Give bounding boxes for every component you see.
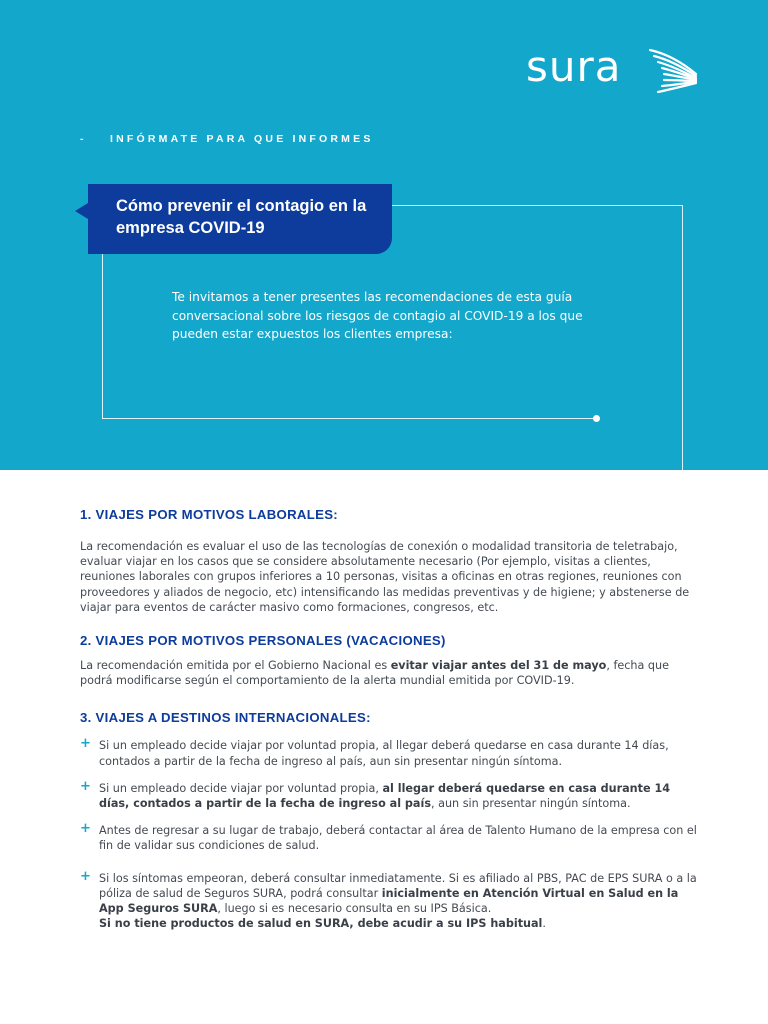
section-3-list bbox=[80, 738, 700, 931]
tagline-text: INFÓRMATE PARA QUE INFORMES bbox=[110, 133, 374, 145]
list-item bbox=[80, 823, 700, 853]
main-content bbox=[80, 507, 700, 931]
list-item bbox=[80, 778, 700, 811]
frame-bottom-line bbox=[102, 418, 596, 419]
section-2-text bbox=[80, 658, 700, 688]
bullet-text-start: Si los síntomas empeoran, deberá consultar inmediatamente. Si es afiliado al PBS, PAC de EPS SURA o a la póliza de salud de Seguros SURA, podrá consultar bbox=[99, 871, 697, 900]
intro-text: Te invitamos a tener presentes las recomendaciones de esta guía conversacional sobre los riesgos de contagio al COVID-19 a los que pueden estar expuestos los clientes empresa: bbox=[172, 290, 583, 341]
logo-wing-icon bbox=[644, 46, 700, 98]
title-pointer bbox=[75, 203, 88, 219]
section-3-title: 3. VIAJES A DESTINOS INTERNACIONALES: bbox=[80, 710, 371, 726]
bullet-text-bold: inicialmente en Atención Virtual en Salud en la App Seguros SURA bbox=[99, 886, 679, 916]
plus-icon: + bbox=[80, 821, 91, 837]
section-1-text: La recomendación es evaluar el uso de las tecnologías de conexión o modalidad transitoria de teletrabajo, evaluar viajar en los casos que se considere absolutamente necesario (Por ejemplo, visitas a clientes, reuniones laborales con grupos inferiores a 10 personas, visitas a oficinas en otras regiones, reuniones con proveedores y aliados de negocio, etc) intensificando las medidas preventivas y de higiene; y abstenerse de viajar para eventos de carácter masivo como formaciones, congresos, etc. bbox=[80, 540, 690, 614]
tagline bbox=[80, 133, 374, 145]
tagline-dash: - bbox=[80, 133, 87, 145]
section-2-text-end: , fecha que podrá modificarse según el comportamiento de la alerta mundial emitida por COVID-19. bbox=[80, 659, 670, 688]
list-item bbox=[80, 738, 700, 768]
bullet-text-middle: , luego si es necesario consulta en su IPS Básica. bbox=[217, 902, 492, 916]
bullet-text-bold-2: Si no tiene productos de salud en SURA, debe acudir a su IPS habitual bbox=[99, 917, 543, 931]
logo-wordmark: sura bbox=[526, 42, 622, 91]
bullet-text-end: . bbox=[542, 917, 546, 931]
bullet-text: Antes de regresar a su lugar de trabajo, deberá contactar al área de Talento Humano de la empresa con el fin de validar sus condiciones de salud. bbox=[99, 824, 697, 853]
bullet-text bbox=[99, 872, 697, 931]
section-2-title: 2. VIAJES POR MOTIVOS PERSONALES (VACACIONES) bbox=[80, 633, 446, 649]
list-item bbox=[80, 868, 700, 932]
plus-icon: + bbox=[80, 736, 91, 752]
hero-banner bbox=[0, 0, 768, 470]
page-title: Cómo prevenir el contagio en la empresa COVID-19 bbox=[116, 197, 367, 237]
sura-logo bbox=[526, 44, 701, 100]
bullet-text bbox=[99, 782, 670, 810]
bullet-text-start: Si un empleado decide viajar por voluntad propia, bbox=[99, 781, 383, 795]
frame-left-line bbox=[102, 254, 103, 419]
section-1-title: 1. VIAJES POR MOTIVOS LABORALES: bbox=[80, 507, 338, 522]
section-2-text-bold: evitar viajar antes del 31 de mayo bbox=[390, 659, 607, 673]
plus-icon: + bbox=[80, 778, 91, 794]
frame-right-line bbox=[682, 205, 683, 470]
bullet-text-bold: al llegar deberá quedarse en casa durante 14 días, contados a partir de la fecha de ingreso al país bbox=[99, 781, 671, 811]
section-2-text-start: La recomendación emitida por el Gobierno Nacional es bbox=[80, 659, 391, 673]
frame-end-dot bbox=[593, 415, 600, 422]
bullet-text: Si un empleado decide viajar por voluntad propia, al llegar deberá quedarse en casa durante 14 días, contados a partir de la fecha de ingreso al país, aun sin presentar ningún síntoma. bbox=[99, 739, 669, 768]
bullet-text-end: , aun sin presentar ningún síntoma. bbox=[430, 797, 631, 811]
plus-icon: + bbox=[80, 868, 91, 884]
frame-top-line bbox=[392, 205, 682, 206]
title-box bbox=[88, 184, 392, 254]
